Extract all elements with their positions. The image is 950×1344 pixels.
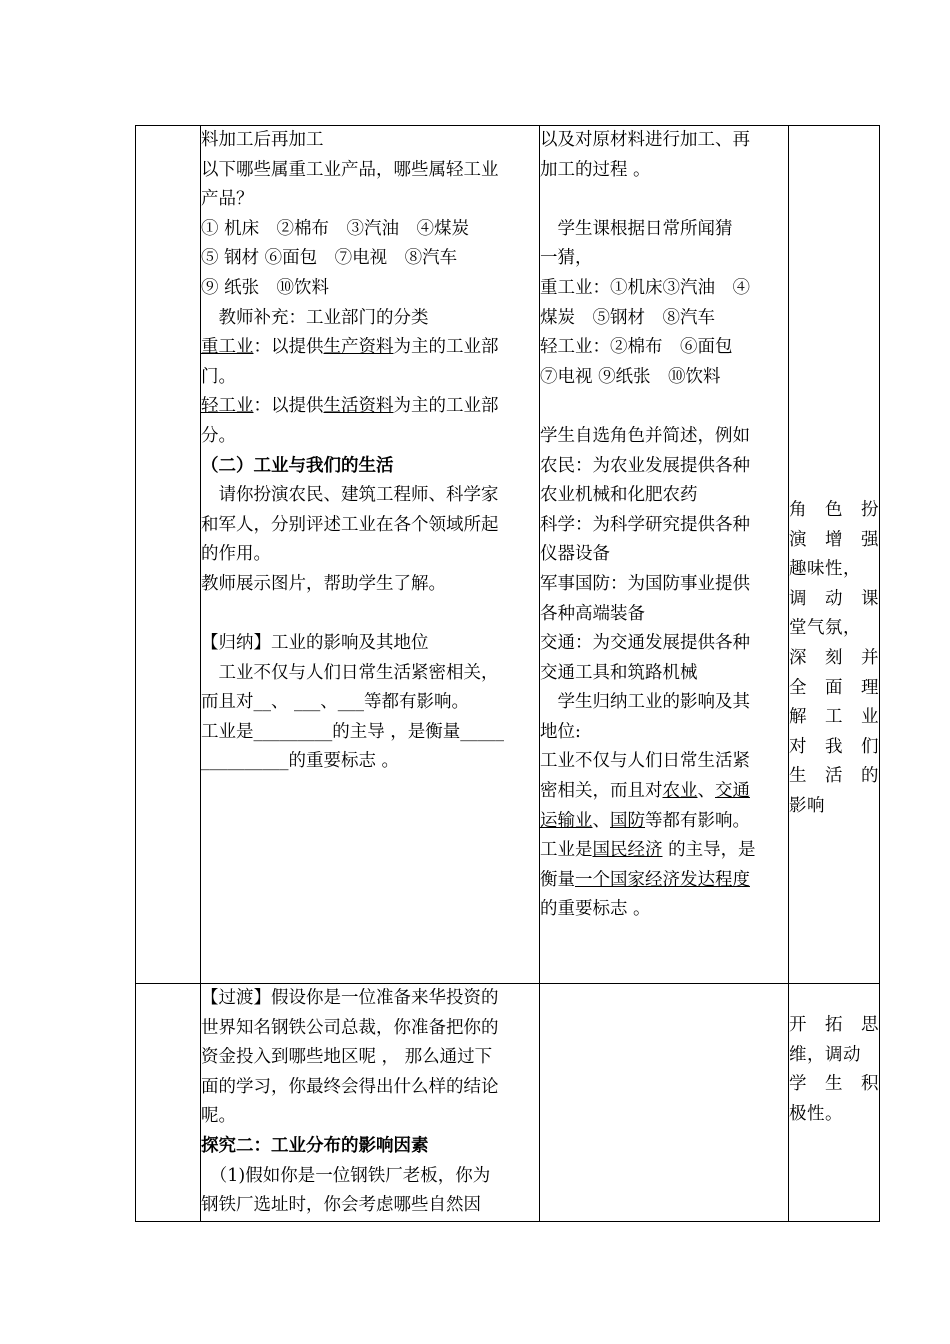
- definition-text: ：以提供: [253, 337, 324, 358]
- text-line: ⑨ 纸张 ⑩饮料: [201, 277, 330, 298]
- text-line: 请你扮演农民、建筑工程师、科学家: [201, 485, 499, 506]
- text-line: 极性。: [789, 1103, 843, 1124]
- stage-cell: [136, 126, 201, 984]
- answer-line: [540, 777, 788, 807]
- text-line: 加工的过程 。: [540, 159, 651, 180]
- text-line: 学生归纳工业的影响及其: [540, 692, 750, 713]
- answer-line: [540, 866, 788, 896]
- teacher-activity-cell: [201, 126, 540, 984]
- text-line: 开 拓 思: [789, 1015, 879, 1035]
- text-line: 分。: [201, 425, 236, 446]
- text-line: 趣味性，: [789, 559, 861, 580]
- text-line: 各种高端装备: [540, 603, 645, 624]
- definition-text: ：以提供: [253, 396, 324, 417]
- text-line: 生 活 的: [789, 766, 879, 787]
- text-line: 角 色 扮: [789, 500, 879, 520]
- text-line: 的重要标志 。: [540, 899, 651, 920]
- answer-text: 密相关，而且对: [540, 781, 663, 802]
- stage-cell: [136, 984, 201, 1222]
- fill-blank-line: 而且对__、 ___、___等都有影响。: [201, 692, 470, 713]
- text-line: 和军人，分别评述工业在各个领域所起: [201, 514, 499, 535]
- light-industry-definition: [201, 392, 539, 422]
- answer-development-level: 一个国家经济发达程度: [575, 869, 750, 890]
- text-line: 交通工具和筑路机械: [540, 662, 698, 683]
- answer-line: [540, 836, 788, 866]
- student-activity-cell: [540, 984, 789, 1222]
- text-line: 产品？: [201, 189, 254, 210]
- design-intent-cell: [789, 126, 880, 984]
- text-line: 世界知名钢铁公司总裁，你准备把你的: [201, 1017, 499, 1038]
- answer-agriculture: 农业: [662, 781, 698, 802]
- text-line: 解 工 业: [789, 707, 879, 728]
- production-materials-term: 生产资料: [323, 337, 394, 358]
- text-line: 教师补充：工业部门的分类: [201, 307, 429, 328]
- text-line: 对 我 们: [789, 736, 879, 757]
- text-line: 教师展示图片，帮助学生了解。: [201, 573, 446, 594]
- text-line: 资金投入到哪些地区呢 ， 那么通过下: [201, 1047, 493, 1068]
- summary-heading: 【归纳】工业的影响及其地位: [201, 633, 429, 654]
- answer-transport: 交通: [715, 781, 750, 802]
- text-line: 农民：为农业发展提供各种: [540, 455, 750, 476]
- heavy-industry-definition: [201, 333, 539, 363]
- text-line: 交通：为交通发展提供各种: [540, 633, 750, 654]
- text-line: （1)假如你是一位钢铁厂老板，你为: [201, 1165, 491, 1186]
- answer-text: 的主导，是: [662, 840, 756, 861]
- answer-text: 衡量: [540, 869, 575, 890]
- text-line: 深 刻 并: [789, 647, 879, 668]
- text-line: 学 生 积: [789, 1074, 879, 1095]
- text-line: 农业机械和化肥农药: [540, 485, 698, 506]
- text-line: 的作用。: [201, 544, 271, 565]
- table-row: [136, 984, 880, 1222]
- text-line: 影响: [789, 795, 825, 816]
- text-line: 轻工业：②棉布 ⑥面包: [540, 337, 733, 358]
- text-line: 料加工后再加工: [201, 130, 324, 150]
- text-line: 呢。: [201, 1106, 236, 1127]
- text-line: 学生自选角色并简述，例如: [540, 425, 750, 446]
- text-line: 重工业：①机床③汽油 ④: [540, 277, 750, 298]
- answer-text: 等都有影响。: [645, 810, 750, 831]
- answer-line: [540, 807, 788, 837]
- answer-defense: 国防: [610, 810, 645, 831]
- answer-national-economy: 国民经济: [592, 840, 663, 861]
- text-line: 【过渡】假设你是一位准备来华投资的: [201, 988, 499, 1008]
- text-line: 科学：为科学研究提供各种: [540, 514, 750, 535]
- section-heading: 探究二：工业分布的影响因素: [201, 1135, 429, 1156]
- text-line: 仪器设备: [540, 544, 610, 565]
- answer-transport-cont: 运输业: [540, 810, 593, 831]
- text-line: 调 动 课: [789, 588, 879, 609]
- definition-text: 为主的工业部: [393, 396, 499, 417]
- text-line: ⑤ 钢材 ⑥面包 ⑦电视 ⑧汽车: [201, 248, 458, 269]
- text-line: 门。: [201, 366, 236, 387]
- answer-text: 工业是: [540, 840, 593, 861]
- text-line: ① 机床 ②棉布 ③汽油 ④煤炭: [201, 218, 470, 239]
- definition-text: 为主的工业部: [393, 337, 499, 358]
- text-line: 地位:: [540, 721, 581, 742]
- lesson-plan-table: [135, 125, 880, 1222]
- text-line: 维，调动: [789, 1044, 861, 1065]
- fill-blank-line: __________的重要标志 。: [201, 751, 400, 772]
- text-line: 演 增 强: [789, 529, 879, 550]
- design-intent-cell: [789, 984, 880, 1222]
- text-line: 煤炭 ⑤钢材 ⑧汽车: [540, 307, 715, 328]
- text-line: 军事国防：为国防事业提供: [540, 573, 750, 594]
- table-row: [136, 126, 880, 984]
- answer-text: 、: [697, 781, 715, 802]
- text-line: 以及对原材料进行加工、再: [540, 130, 750, 150]
- text-line: 一猜，: [540, 248, 593, 269]
- text-line: 面的学习，你最终会得出什么样的结论: [201, 1076, 499, 1097]
- living-materials-term: 生活资料: [323, 396, 394, 417]
- teacher-activity-cell: [201, 984, 540, 1222]
- section-heading: （二）工业与我们的生活: [201, 455, 394, 476]
- text-line: ⑦电视 ⑨纸张 ⑩饮料: [540, 366, 721, 387]
- text-line: 学生课根据日常所闻猜: [540, 218, 733, 239]
- answer-text: 、: [592, 810, 610, 831]
- text-line: 堂气氛，: [789, 618, 861, 639]
- student-activity-cell: [540, 126, 789, 984]
- text-line: 钢铁厂选址时，你会考虑哪些自然因: [201, 1195, 481, 1216]
- text-line: 全 面 理: [789, 677, 879, 698]
- light-industry-term: 轻工业: [201, 396, 254, 417]
- text-line: 工业不仅与人们日常生活紧密相关，: [201, 662, 499, 683]
- fill-blank-line: 工业是_________的主导 ，是衡量_____: [201, 721, 505, 742]
- heavy-industry-term: 重工业: [201, 337, 254, 358]
- text-line: 工业不仅与人们日常生活紧: [540, 751, 750, 772]
- text-line: 以下哪些属重工业产品，哪些属轻工业: [201, 159, 499, 180]
